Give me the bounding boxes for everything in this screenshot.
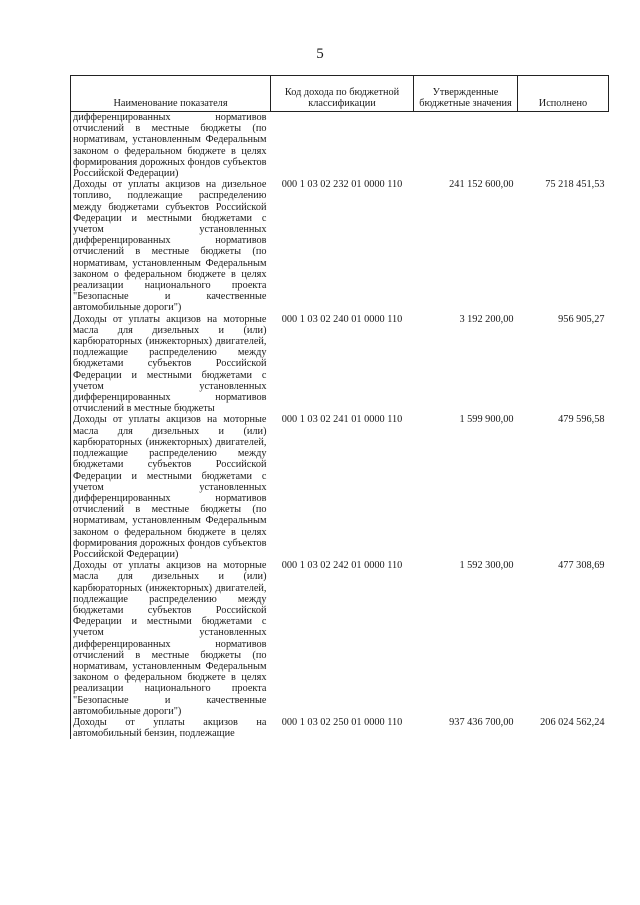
row-name: Доходы от уплаты акцизов на моторные масла для дизельных и (или) карбюраторных (инжекторных) двигателей, подлежащие распределению между бюджетами субъектов Российской Федерации и местными бюджетами с учетом установленных дифференцированных нормативов отчислений в местные бюджеты (71, 314, 271, 415)
row-executed: 956 905,27 (558, 313, 605, 325)
row-code: 000 1 03 02 242 01 0000 110 (281, 560, 403, 572)
row-approved: 1 592 300,00 (459, 560, 514, 572)
row-approved (414, 112, 518, 180)
row-approved: 937 436 700,00 (449, 716, 514, 728)
row-executed: 479 596,58 (558, 414, 605, 426)
table-row (71, 179, 609, 313)
row-name: Доходы от уплаты акцизов на автомобильный бензин, подлежащие (71, 717, 271, 739)
row-approved: 241 152 600,00 (449, 179, 514, 191)
row-code: 000 1 03 02 241 01 0000 110 (281, 414, 403, 426)
row-approved: 3 192 200,00 (459, 313, 514, 325)
row-name: Доходы от уплаты акцизов на моторные масла для дизельных и (или) карбюраторных (инжекторных) двигателей, подлежащие распределению между бюджетами субъектов Российской Федерации и местными бюджетами с учетом установленных дифференцированных нормативов отчислений в местные бюджеты (по нормативам, установленным Федеральным законом о федеральном бюджете в целях реализации национального проекта "Безопасные и качественные автомобильные дороги") (71, 560, 271, 717)
row-code (271, 112, 414, 180)
row-executed: 75 218 451,53 (545, 179, 605, 191)
row-executed (518, 112, 609, 180)
table-row (71, 717, 609, 739)
row-code: 000 1 03 02 250 01 0000 110 (281, 716, 403, 728)
row-executed: 477 308,69 (558, 560, 605, 572)
row-code: 000 1 03 02 240 01 0000 110 (281, 313, 403, 325)
header-approved-values: Утвержденные бюджетные значения (414, 76, 518, 112)
row-approved: 1 599 900,00 (459, 414, 514, 426)
table-row (71, 112, 609, 180)
row-code: 000 1 03 02 232 01 0000 110 (281, 179, 403, 191)
row-name: дифференцированных нормативов отчислений в местные бюджеты (по нормативам, установленным Федеральным законом о федеральном бюджете в целях формирования дорожных фондов субъектов Российской Федерации) (71, 112, 271, 180)
table-header-row (71, 76, 609, 112)
header-executed: Исполнено (518, 76, 609, 112)
row-name: Доходы от уплаты акцизов на моторные масла для дизельных и (или) карбюраторных (инжекторных) двигателей, подлежащие распределению между бюджетами субъектов Российской Федерации и местными бюджетами с учетом установленных дифференцированных нормативов отчислений в местные бюджеты (по нормативам, установленным Федеральным законом о федеральном бюджете в целях формирования дорожных фондов субъектов Российской Федерации) (71, 414, 271, 560)
table-row (71, 560, 609, 717)
row-executed: 206 024 562,24 (540, 716, 605, 728)
revenue-table (70, 75, 609, 739)
row-name: Доходы от уплаты акцизов на дизельное топливо, подлежащие распределению между бюджетами субъектов Российской Федерации и местными бюджетами с учетом установленных дифференцированных нормативов отчислений в местные бюджеты (по нормативам, установленным Федеральным законом о федеральном бюджете в целях реализации национального проекта "Безопасные и качественные автомобильные дороги") (71, 179, 271, 313)
header-revenue-code: Код дохода по бюджетной классификации (271, 76, 414, 112)
table-row (71, 314, 609, 415)
page-number: 5 (316, 46, 324, 62)
header-indicator-name: Наименование показателя (71, 76, 271, 112)
table-row (71, 414, 609, 560)
